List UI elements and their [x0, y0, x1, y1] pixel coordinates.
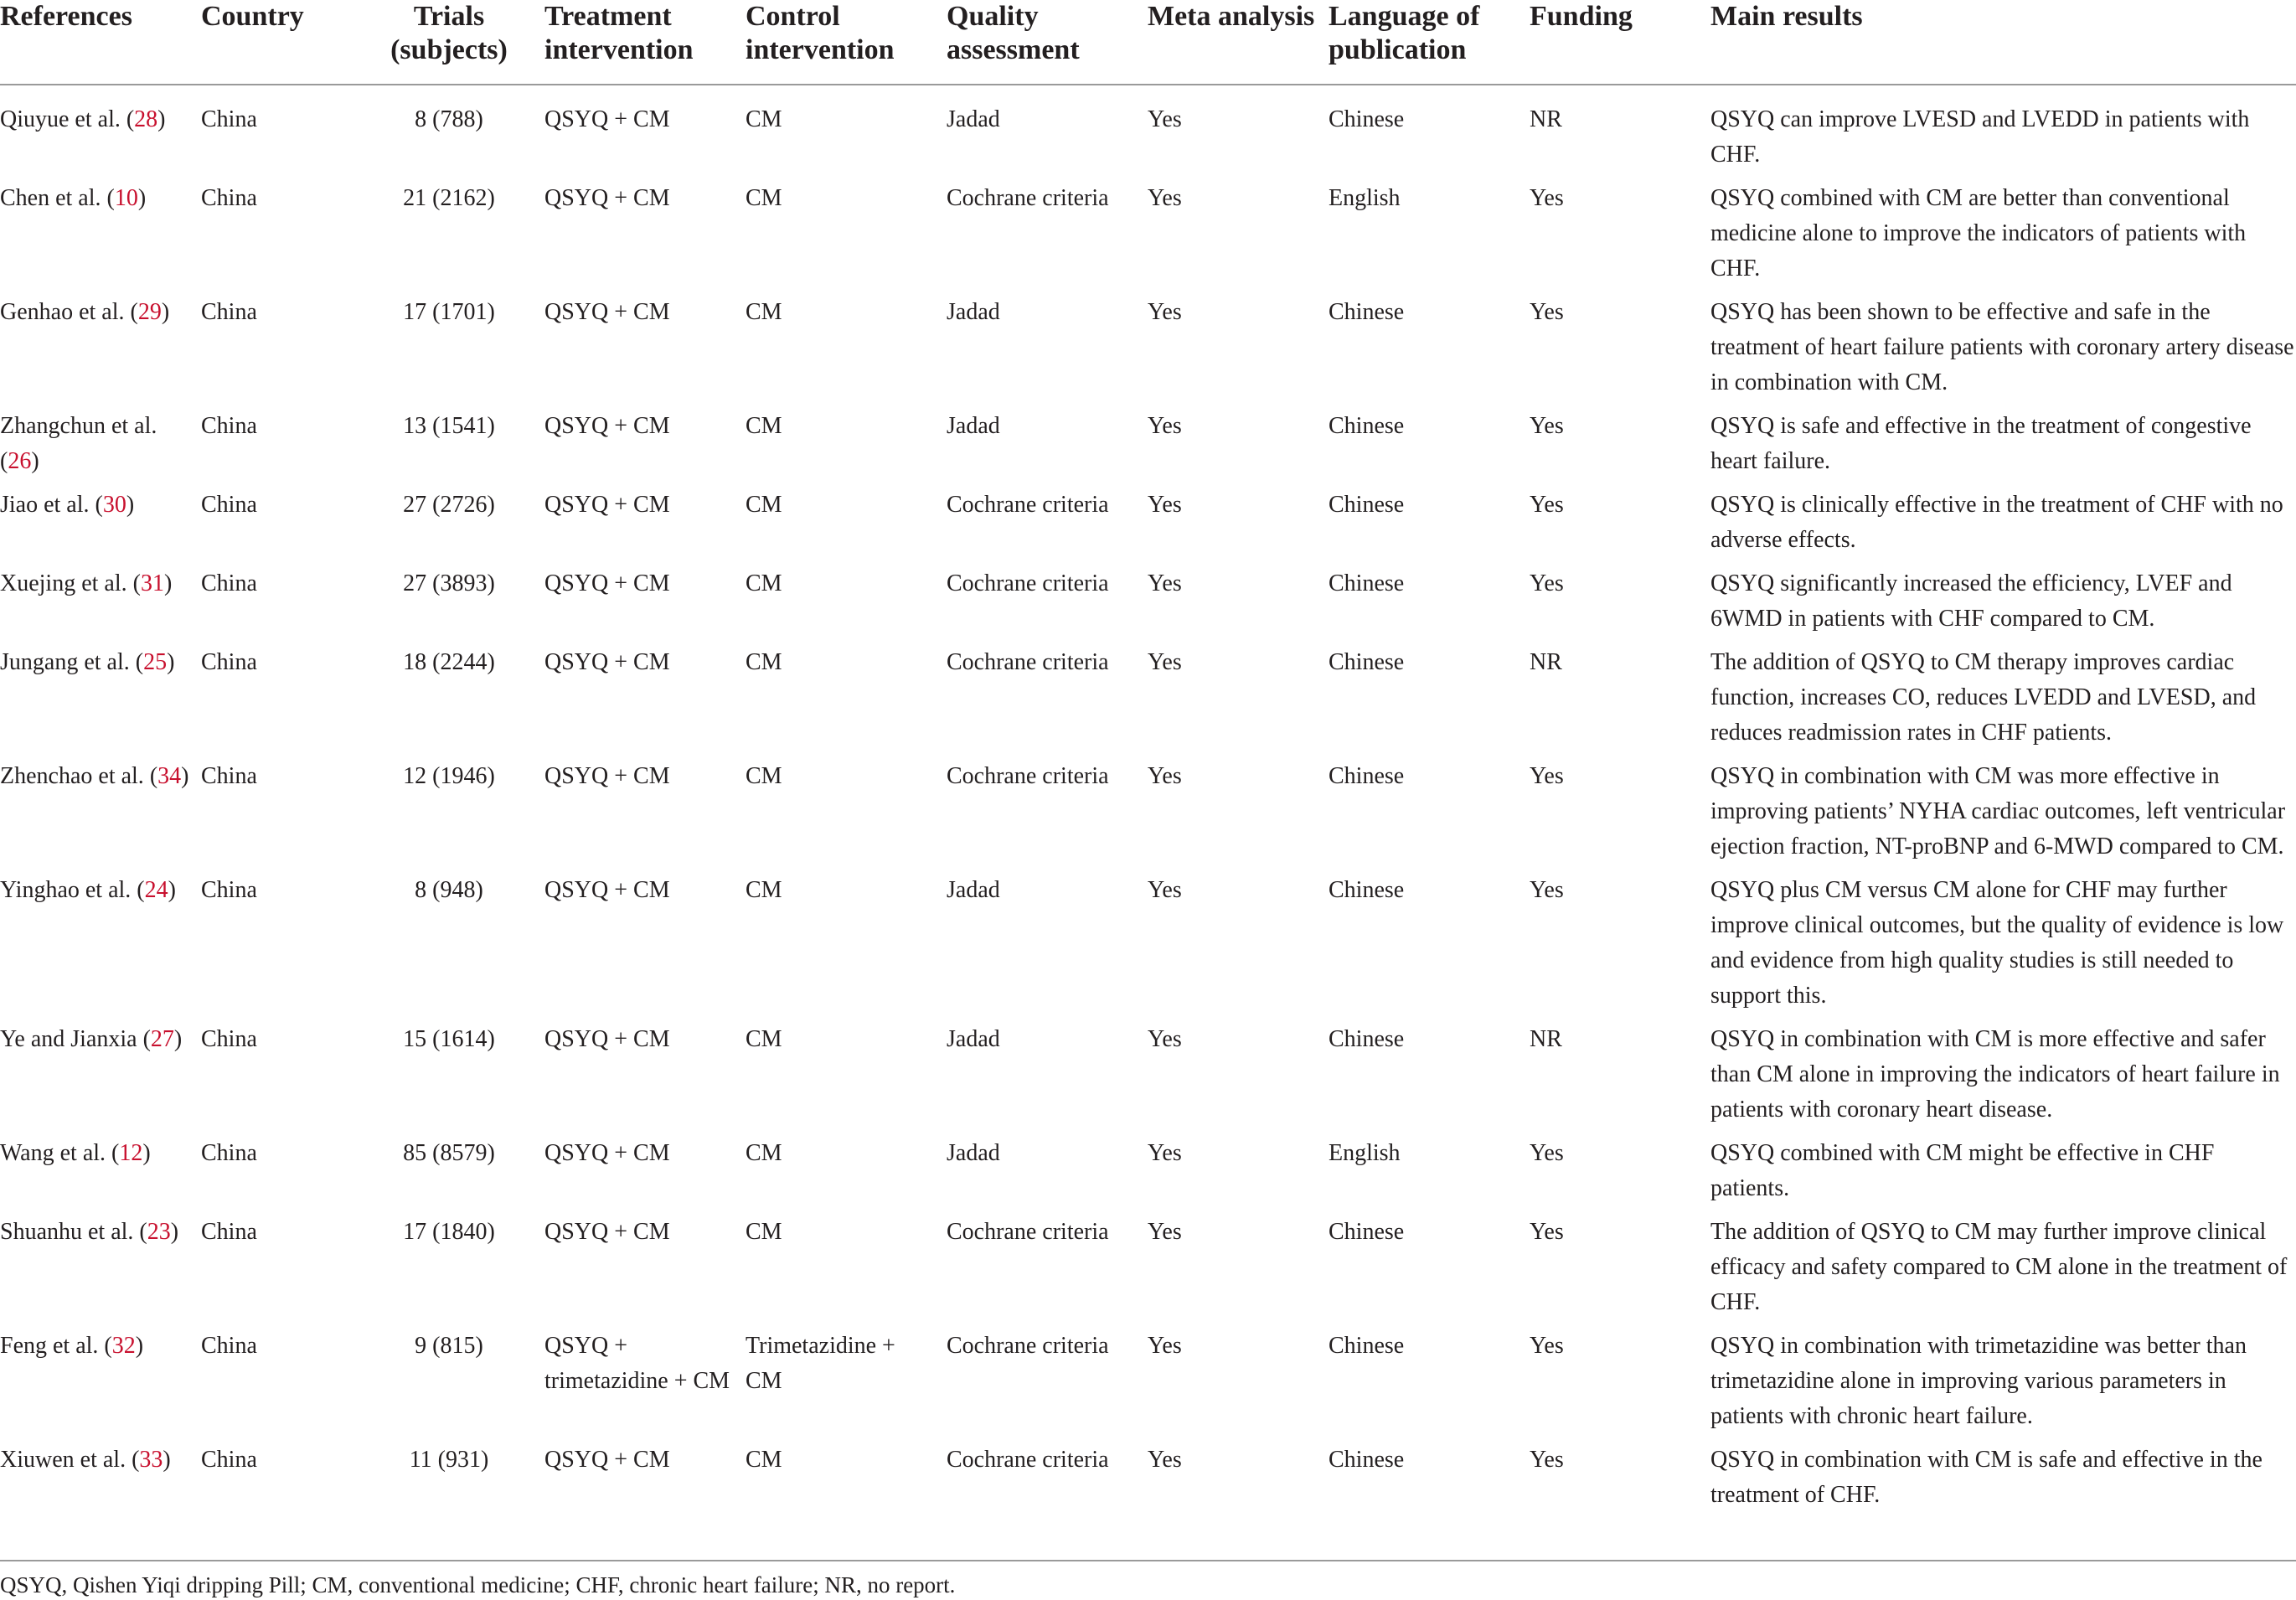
reference-cell: Jiao et al. (30): [0, 492, 135, 518]
funding-cell: NR: [1530, 1026, 1562, 1052]
reference-name: Qiuyue et al.: [0, 106, 121, 132]
treatment-cell: QSYQ + CM: [544, 1026, 670, 1052]
country-cell: China: [201, 185, 257, 211]
reference-name: Wang et al.: [0, 1140, 106, 1166]
meta-analysis-cell: Yes: [1148, 1333, 1182, 1359]
header-row: [0, 0, 2296, 85]
table-row: [0, 409, 2296, 488]
header-quality: Quality assessment: [947, 0, 1148, 85]
reference-cell: Yinghao et al. (24): [0, 877, 176, 903]
reference-cell: Jungang et al. (25): [0, 649, 175, 675]
meta-analysis-cell: Yes: [1148, 1447, 1182, 1473]
quality-cell: Jadad: [947, 1026, 1000, 1052]
citation-link[interactable]: 12: [119, 1140, 143, 1166]
language-cell: Chinese: [1329, 649, 1405, 675]
quality-cell: Jadad: [947, 299, 1000, 325]
control-cell: CM: [746, 877, 782, 903]
reference-cell: Zhenchao et al. (34): [0, 763, 189, 789]
reference-cell: Xiuwen et al. (33): [0, 1447, 171, 1473]
trials-cell: 17 (1840): [403, 1219, 495, 1245]
meta-analysis-cell: Yes: [1148, 1026, 1182, 1052]
meta-analysis-cell: Yes: [1148, 1219, 1182, 1245]
treatment-cell: QSYQ + CM: [544, 1140, 670, 1166]
funding-cell: NR: [1530, 649, 1562, 675]
reference-name: Shuanhu et al.: [0, 1219, 134, 1245]
table-row: [0, 1215, 2296, 1329]
funding-cell: Yes: [1530, 413, 1564, 439]
reference-name: Xuejing et al.: [0, 570, 127, 596]
funding-cell: Yes: [1530, 763, 1564, 789]
quality-cell: Cochrane criteria: [947, 570, 1109, 596]
table-row: [0, 1329, 2296, 1443]
reference-cell: Zhangchun et al. (26): [0, 413, 157, 474]
quality-cell: Cochrane criteria: [947, 185, 1109, 211]
country-cell: China: [201, 1026, 257, 1052]
reference-cell: Ye and Jianxia (27): [0, 1026, 183, 1052]
trials-cell: 8 (948): [415, 877, 483, 903]
reference-cell: Qiuyue et al. (28): [0, 106, 166, 132]
trials-cell: 27 (2726): [403, 492, 495, 518]
control-cell: CM: [746, 185, 782, 211]
reference-name: Zhangchun et al.: [0, 413, 157, 439]
trials-cell: 85 (8579): [403, 1140, 495, 1166]
treatment-cell: QSYQ + CM: [544, 1219, 670, 1245]
funding-cell: Yes: [1530, 1140, 1564, 1166]
table-body: [0, 85, 2296, 1523]
quality-cell: Cochrane criteria: [947, 1333, 1109, 1359]
language-cell: Chinese: [1329, 1219, 1405, 1245]
table-header: [0, 0, 2296, 85]
meta-analysis-cell: Yes: [1148, 492, 1182, 518]
reference-cell: Wang et al. (12): [0, 1140, 151, 1166]
reference-name: Jiao et al.: [0, 492, 90, 518]
reference-name: Zhenchao et al.: [0, 763, 144, 789]
citation-link[interactable]: 25: [143, 649, 168, 675]
trials-cell: 15 (1614): [403, 1026, 495, 1052]
quality-cell: Cochrane criteria: [947, 492, 1109, 518]
country-cell: China: [201, 299, 257, 325]
main-results-cell: QSYQ combined with CM might be effective in CHF patients.: [1710, 1140, 2215, 1201]
control-cell: CM: [746, 413, 782, 439]
main-results-cell: QSYQ combined with CM are better than conventional medicine alone to improve the indicators of patients with CHF.: [1710, 185, 2247, 281]
treatment-cell: QSYQ + CM: [544, 877, 670, 903]
citation-link[interactable]: 24: [144, 877, 168, 903]
treatment-cell: QSYQ + trimetazidine + CM: [544, 1333, 730, 1394]
trials-cell: 9 (815): [415, 1333, 483, 1359]
reference-name: Xiuwen et al.: [0, 1447, 126, 1473]
citation-link[interactable]: 33: [139, 1447, 163, 1473]
language-cell: Chinese: [1329, 1447, 1405, 1473]
language-cell: English: [1329, 185, 1401, 211]
quality-cell: Cochrane criteria: [947, 1447, 1109, 1473]
citation-link[interactable]: 34: [157, 763, 182, 789]
table-row: [0, 1136, 2296, 1215]
citation-link[interactable]: 10: [114, 185, 138, 211]
quality-cell: Cochrane criteria: [947, 763, 1109, 789]
quality-cell: Cochrane criteria: [947, 1219, 1109, 1245]
control-cell: CM: [746, 299, 782, 325]
control-cell: CM: [746, 763, 782, 789]
language-cell: Chinese: [1329, 299, 1405, 325]
control-cell: CM: [746, 106, 782, 132]
trials-cell: 21 (2162): [403, 185, 495, 211]
reference-cell: Xuejing et al. (31): [0, 570, 173, 596]
citation-link[interactable]: 23: [147, 1219, 171, 1245]
header-control: Control intervention: [746, 0, 947, 85]
citation-link[interactable]: 26: [8, 448, 32, 474]
main-results-cell: The addition of QSYQ to CM may further improve clinical efficacy and safety compared to CM alone in the treatment of CHF.: [1710, 1219, 2288, 1315]
meta-analysis-cell: Yes: [1148, 1140, 1182, 1166]
meta-analysis-cell: Yes: [1148, 106, 1182, 132]
funding-cell: Yes: [1530, 185, 1564, 211]
table-row: [0, 488, 2296, 566]
reference-name: Genhao et al.: [0, 299, 125, 325]
trials-cell: 8 (788): [415, 106, 483, 132]
funding-cell: Yes: [1530, 1219, 1564, 1245]
meta-analysis-cell: Yes: [1148, 649, 1182, 675]
quality-cell: Cochrane criteria: [947, 649, 1109, 675]
control-cell: CM: [746, 1140, 782, 1166]
meta-analysis-cell: Yes: [1148, 185, 1182, 211]
reference-name: Yinghao et al.: [0, 877, 132, 903]
treatment-cell: QSYQ + CM: [544, 570, 670, 596]
language-cell: Chinese: [1329, 877, 1405, 903]
reference-name: Chen et al.: [0, 185, 101, 211]
treatment-cell: QSYQ + CM: [544, 106, 670, 132]
table-row: [0, 85, 2296, 181]
control-cell: CM: [746, 1026, 782, 1052]
quality-cell: Jadad: [947, 106, 1000, 132]
main-results-cell: QSYQ in combination with trimetazidine was better than trimetazidine alone in improving various parameters in patients with chronic heart failure.: [1710, 1333, 2247, 1429]
control-cell: CM: [746, 649, 782, 675]
country-cell: China: [201, 413, 257, 439]
citation-link[interactable]: 27: [150, 1026, 174, 1052]
header-language: Language of publication: [1329, 0, 1530, 85]
country-cell: China: [201, 1447, 257, 1473]
header-country: Country: [201, 0, 370, 85]
treatment-cell: QSYQ + CM: [544, 185, 670, 211]
country-cell: China: [201, 649, 257, 675]
control-cell: CM: [746, 1219, 782, 1245]
funding-cell: NR: [1530, 106, 1562, 132]
control-cell: CM: [746, 492, 782, 518]
country-cell: China: [201, 1140, 257, 1166]
country-cell: China: [201, 1333, 257, 1359]
meta-analysis-cell: Yes: [1148, 299, 1182, 325]
language-cell: Chinese: [1329, 492, 1405, 518]
country-cell: China: [201, 1219, 257, 1245]
main-results-cell: QSYQ significantly increased the efficiency, LVEF and 6WMD in patients with CHF compared to CM.: [1710, 570, 2232, 632]
reference-cell: Feng et al. (32): [0, 1333, 144, 1359]
table-row: [0, 1443, 2296, 1523]
meta-analysis-cell: Yes: [1148, 877, 1182, 903]
reference-name: Ye and Jianxia: [0, 1026, 137, 1052]
main-results-cell: QSYQ is safe and effective in the treatment of congestive heart failure.: [1710, 413, 2252, 474]
funding-cell: Yes: [1530, 570, 1564, 596]
funding-cell: Yes: [1530, 299, 1564, 325]
citation-link[interactable]: 32: [111, 1333, 136, 1359]
reference-name: Feng et al.: [0, 1333, 99, 1359]
reference-cell: Shuanhu et al. (23): [0, 1219, 179, 1245]
control-cell: CM: [746, 570, 782, 596]
quality-cell: Jadad: [947, 877, 1000, 903]
citation-link[interactable]: 31: [140, 570, 164, 596]
main-results-cell: QSYQ in combination with CM is more effective and safer than CM alone in improving the indicators of heart failure in patients with coronary heart disease.: [1710, 1026, 2280, 1123]
quality-cell: Jadad: [947, 413, 1000, 439]
trials-cell: 17 (1701): [403, 299, 495, 325]
table-row: [0, 181, 2296, 295]
country-cell: China: [201, 492, 257, 518]
trials-cell: 13 (1541): [403, 413, 495, 439]
main-results-cell: QSYQ in combination with CM is safe and effective in the treatment of CHF.: [1710, 1447, 2262, 1508]
country-cell: China: [201, 570, 257, 596]
funding-cell: Yes: [1530, 492, 1564, 518]
trials-cell: 18 (2244): [403, 649, 495, 675]
language-cell: Chinese: [1329, 106, 1405, 132]
main-results-cell: The addition of QSYQ to CM therapy improves cardiac function, increases CO, reduces LVEDD and LVESD, and reduces readmission rates in CHF patients.: [1710, 649, 2257, 746]
meta-analysis-cell: Yes: [1148, 763, 1182, 789]
control-cell: Trimetazidine + CM: [746, 1333, 895, 1394]
treatment-cell: QSYQ + CM: [544, 413, 670, 439]
table-row: [0, 759, 2296, 873]
quality-cell: Jadad: [947, 1140, 1000, 1166]
main-results-cell: QSYQ can improve LVESD and LVEDD in patients with CHF.: [1710, 106, 2250, 168]
trials-cell: 11 (931): [409, 1447, 489, 1473]
header-references: References: [0, 0, 201, 85]
country-cell: China: [201, 763, 257, 789]
language-cell: Chinese: [1329, 413, 1405, 439]
language-cell: English: [1329, 1140, 1401, 1166]
header-treatment: Treatment intervention: [544, 0, 746, 85]
country-cell: China: [201, 877, 257, 903]
reference-name: Jungang et al.: [0, 649, 130, 675]
header-meta: Meta analysis: [1148, 0, 1329, 85]
treatment-cell: QSYQ + CM: [544, 492, 670, 518]
main-results-cell: QSYQ has been shown to be effective and safe in the treatment of heart failure patients with coronary artery disease in combination with CM.: [1710, 299, 2294, 395]
trials-cell: 12 (1946): [403, 763, 495, 789]
citation-link[interactable]: 29: [137, 299, 162, 325]
table-row: [0, 645, 2296, 759]
language-cell: Chinese: [1329, 1333, 1405, 1359]
reference-cell: Chen et al. (10): [0, 185, 147, 211]
header-trials: Trials (subjects): [370, 0, 544, 85]
funding-cell: Yes: [1530, 1333, 1564, 1359]
main-results-cell: QSYQ in combination with CM was more effective in improving patients’ NYHA cardiac outcomes, left ventricular ejection fraction, NT-proBNP and 6-MWD compared to CM.: [1710, 763, 2286, 859]
treatment-cell: QSYQ + CM: [544, 1447, 670, 1473]
table-footnote: QSYQ, Qishen Yiqi dripping Pill; CM, conventional medicine; CHF, chronic heart failure; NR, no report.: [0, 1560, 2296, 1600]
trials-cell: 27 (3893): [403, 570, 495, 596]
citation-link[interactable]: 30: [102, 492, 126, 518]
language-cell: Chinese: [1329, 1026, 1405, 1052]
meta-analysis-cell: Yes: [1148, 570, 1182, 596]
treatment-cell: QSYQ + CM: [544, 299, 670, 325]
header-main-results: Main results: [1710, 0, 2296, 85]
treatment-cell: QSYQ + CM: [544, 649, 670, 675]
language-cell: Chinese: [1329, 570, 1405, 596]
main-results-cell: QSYQ plus CM versus CM alone for CHF may further improve clinical outcomes, but the quality of evidence is low and evidence from high quality studies is still needed to support this.: [1710, 877, 2284, 1009]
reference-cell: Genhao et al. (29): [0, 299, 170, 325]
table-row: [0, 566, 2296, 645]
header-funding: Funding: [1530, 0, 1710, 85]
country-cell: China: [201, 106, 257, 132]
language-cell: Chinese: [1329, 763, 1405, 789]
control-cell: CM: [746, 1447, 782, 1473]
funding-cell: Yes: [1530, 1447, 1564, 1473]
funding-cell: Yes: [1530, 877, 1564, 903]
main-results-cell: QSYQ is clinically effective in the treatment of CHF with no adverse effects.: [1710, 492, 2283, 553]
table-row: [0, 295, 2296, 409]
meta-analysis-cell: Yes: [1148, 413, 1182, 439]
table-row: [0, 1022, 2296, 1136]
citation-link[interactable]: 28: [134, 106, 158, 132]
treatment-cell: QSYQ + CM: [544, 763, 670, 789]
table-row: [0, 873, 2296, 1022]
